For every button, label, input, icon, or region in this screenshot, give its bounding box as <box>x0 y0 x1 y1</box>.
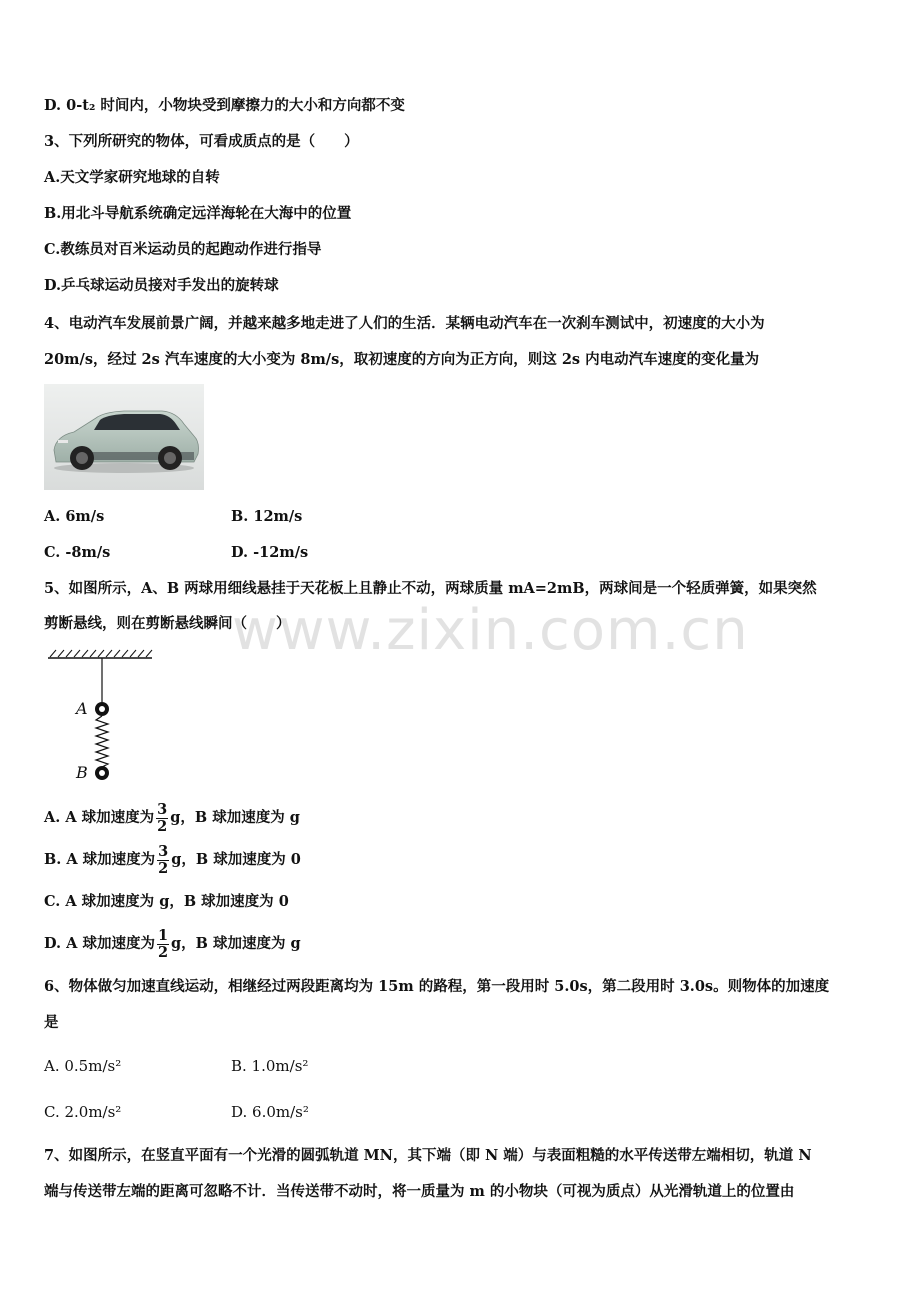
label-b: B <box>76 763 88 782</box>
car-illustration <box>44 384 204 490</box>
q4-stem-line1: 4、电动汽车发展前景广阔，并越来越多地走进了人们的生活．某辆电动汽车在一次刹车测试中，初速度的大小为 <box>44 315 765 332</box>
ceiling-spring-balls <box>44 646 156 784</box>
q5-stem-line1: 5、如图所示，A、B 两球用细线悬挂于天花板上且静止不动，两球质量 mA=2mB，两球间是一个轻质弹簧，如果突然 <box>44 580 817 597</box>
q5-option-d: D. A 球加速度为 $\frac{1}{2}$ g，B 球加速度为 g <box>44 926 301 961</box>
q3-option-d: D.乒乓球运动员接对手发出的旋转球 <box>44 277 279 294</box>
watermark: www.zixin.com.cn <box>232 598 749 663</box>
q6-stem-line2: 是 <box>44 1014 59 1031</box>
q5-option-b: B. A 球加速度为 $\frac{3}{2}$ g，B 球加速度为 0 <box>44 842 301 877</box>
q4-stem-line2: 20m/s，经过 2s 汽车速度的大小变为 8m/s，取初速度的方向为正方向，则这 2s 内电动汽车速度的变化量为 <box>44 351 760 368</box>
q6-option-d: D. 6.0m/s² <box>231 1103 309 1121</box>
car-image <box>44 384 204 490</box>
q6-stem-line1: 6、物体做匀加速直线运动，相继经过两段距离均为 15m 的路程，第一段用时 5.0s，第二段用时 3.0s。则物体的加速度 <box>44 978 830 995</box>
q5-stem-line2: 剪断悬线，则在剪断悬线瞬间（ ） <box>44 615 291 632</box>
q6-option-a: A. 0.5m/s² <box>44 1057 122 1075</box>
q4-option-c: C. -8m/s <box>44 544 111 561</box>
spring-diagram <box>44 646 156 784</box>
q3-option-c: C.教练员对百米运动员的起跑动作进行指导 <box>44 241 322 258</box>
q2-option-d: D. 0-t₂ 时间内，小物块受到摩擦力的大小和方向都不变 <box>44 97 405 114</box>
q3-option-b: B.用北斗导航系统确定远洋海轮在大海中的位置 <box>44 205 352 222</box>
label-a: A <box>76 699 88 718</box>
q5-option-c: C. A 球加速度为 g，B 球加速度为 0 <box>44 893 289 910</box>
q3-stem: 3、下列所研究的物体，可看成质点的是（ ） <box>44 133 359 150</box>
q3-option-a: A.天文学家研究地球的自转 <box>44 169 220 186</box>
q7-stem-line2: 端与传送带左端的距离可忽略不计．当传送带不动时，将一质量为 m 的小物块（可视为质点）从光滑轨道上的位置由 <box>44 1183 795 1200</box>
q7-stem-line1: 7、如图所示，在竖直平面有一个光滑的圆弧轨道 MN，其下端（即 N 端）与表面粗糙的水平传送带左端相切，轨道 N <box>44 1147 812 1164</box>
q4-option-b: B. 12m/s <box>231 508 303 525</box>
q5-option-a: A. A 球加速度为 $\frac{3}{2}$ g，B 球加速度为 g <box>44 800 300 835</box>
q6-option-b: B. 1.0m/s² <box>231 1057 309 1075</box>
q4-option-d: D. -12m/s <box>231 544 309 561</box>
q6-option-c: C. 2.0m/s² <box>44 1103 122 1121</box>
q4-option-a: A. 6m/s <box>44 508 105 525</box>
